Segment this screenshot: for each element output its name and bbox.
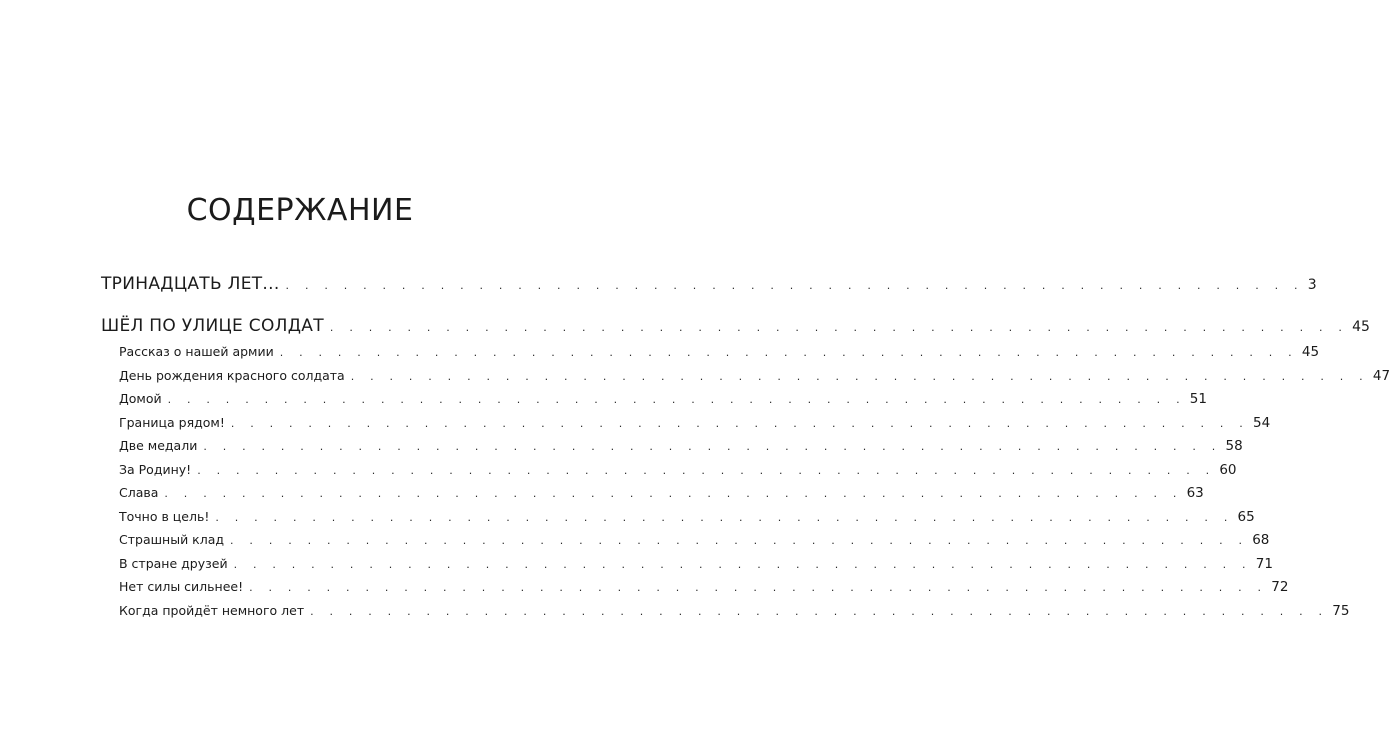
toc-chapter-title: Домой [119,391,162,406]
dot-leader: . . . . . . . . . . . . . . . . . . . . . . . . . . . . . . . . . . . . . . . . . . . . . . . . . . . . . [230,416,1249,430]
toc-chapter [101,387,1207,411]
toc-page-number: 45 [1301,344,1320,360]
toc-chapter-title: Рассказ о нашей армии [119,344,274,359]
toc-part [101,270,1317,298]
toc-page-number: 47 [1372,367,1390,384]
toc-chapter-title: В стране друзей [119,555,228,571]
dot-leader: . . . . . . . . . . . . . . . . . . . . . . . . . . . . . . . . . . . . . . . . . . . . . . . . . . . . . [215,510,1234,524]
toc-chapter-title: Граница рядом! [119,414,225,430]
toc-part [101,312,1370,340]
toc-page-number: 65 [1237,508,1255,525]
toc-chapter [101,458,1237,482]
dot-leader: . . . . . . . . . . . . . . . . . . . . . . . . . . . . . . . . . . . . . . . . . . . . . . . . . . . . . [329,321,1349,334]
toc-chapter-title: Нет силы сильнее! [119,579,244,594]
toc-chapter-title: За Родину! [119,461,192,477]
dot-leader: . . . . . . . . . . . . . . . . . . . . . . . . . . . . . . . . . . . . . . . . . . . . . . . . . . . . . [279,346,1298,359]
toc-chapter-title: Две медали [119,438,198,453]
dot-leader: . . . . . . . . . . . . . . . . . . . . . . . . . . . . . . . . . . . . . . . . . . . . . . . . . . . . . [164,487,1183,500]
table-of-contents [101,270,1390,622]
toc-page-number: 72 [1271,579,1289,595]
toc-page-number: 54 [1253,414,1271,431]
toc-page-number: 51 [1189,391,1207,407]
dot-leader: . . . . . . . . . . . . . . . . . . . . . . . . . . . . . . . . . . . . . . . . . . . . . . . . . . . . . [249,581,1268,594]
dot-leader: . . . . . . . . . . . . . . . . . . . . . . . . . . . . . . . . . . . . . . . . . . . . . . . . . . . . . [350,369,1369,383]
toc-page-number: 3 [1307,277,1317,293]
toc-chapter-title: Страшный клад [119,532,225,547]
toc-chapter [101,599,1350,623]
dot-leader: . . . . . . . . . . . . . . . . . . . . . . . . . . . . . . . . . . . . . . . . . . . . . . . . . . . . . [233,557,1252,571]
toc-chapter [101,411,1271,435]
toc-chapter [101,552,1273,576]
dot-leader: . . . . . . . . . . . . . . . . . . . . . . . . . . . . . . . . . . . . . . . . . . . . . . . . . . . . . [310,604,1329,618]
toc-page-number: 68 [1252,532,1270,548]
toc-chapter [101,340,1320,364]
toc-page-number: 63 [1186,485,1204,501]
toc-chapter [101,434,1243,458]
toc-part-title: ТРИНАДЦАТЬ ЛЕТ... [101,274,280,294]
toc-chapter [101,528,1270,552]
dot-leader: . . . . . . . . . . . . . . . . . . . . . . . . . . . . . . . . . . . . . . . . . . . . . . . . . . . . . [230,534,1249,547]
toc-page-number: 71 [1255,555,1273,572]
toc-page-number: 60 [1219,461,1237,478]
toc-page-number: 58 [1225,438,1243,454]
toc-page-number: 45 [1352,319,1370,335]
page-title: СОДЕРЖАНИЕ [186,193,414,228]
toc-chapter-title: Слава [119,485,159,500]
toc-chapter-title: Когда пройдёт немного лет [119,602,305,618]
toc-page-number: 75 [1332,602,1350,619]
toc-chapter [101,575,1289,599]
toc-chapter [101,505,1255,529]
toc-chapter [101,364,1390,388]
dot-leader: . . . . . . . . . . . . . . . . . . . . . . . . . . . . . . . . . . . . . . . . . . . . . . . . . . . . . [285,279,1304,292]
dot-leader: . . . . . . . . . . . . . . . . . . . . . . . . . . . . . . . . . . . . . . . . . . . . . . . . . . . . . [167,393,1186,406]
toc-part-title: ШЁЛ ПО УЛИЦЕ СОЛДАТ [101,316,324,336]
dot-leader: . . . . . . . . . . . . . . . . . . . . . . . . . . . . . . . . . . . . . . . . . . . . . . . . . . . . . [197,463,1216,477]
toc-chapter-title: Точно в цель! [119,508,210,524]
toc-chapter [101,481,1204,505]
toc-chapter-title: День рождения красного солдата [119,367,345,383]
dot-leader: . . . . . . . . . . . . . . . . . . . . . . . . . . . . . . . . . . . . . . . . . . . . . . . . . . . . . [203,440,1222,453]
